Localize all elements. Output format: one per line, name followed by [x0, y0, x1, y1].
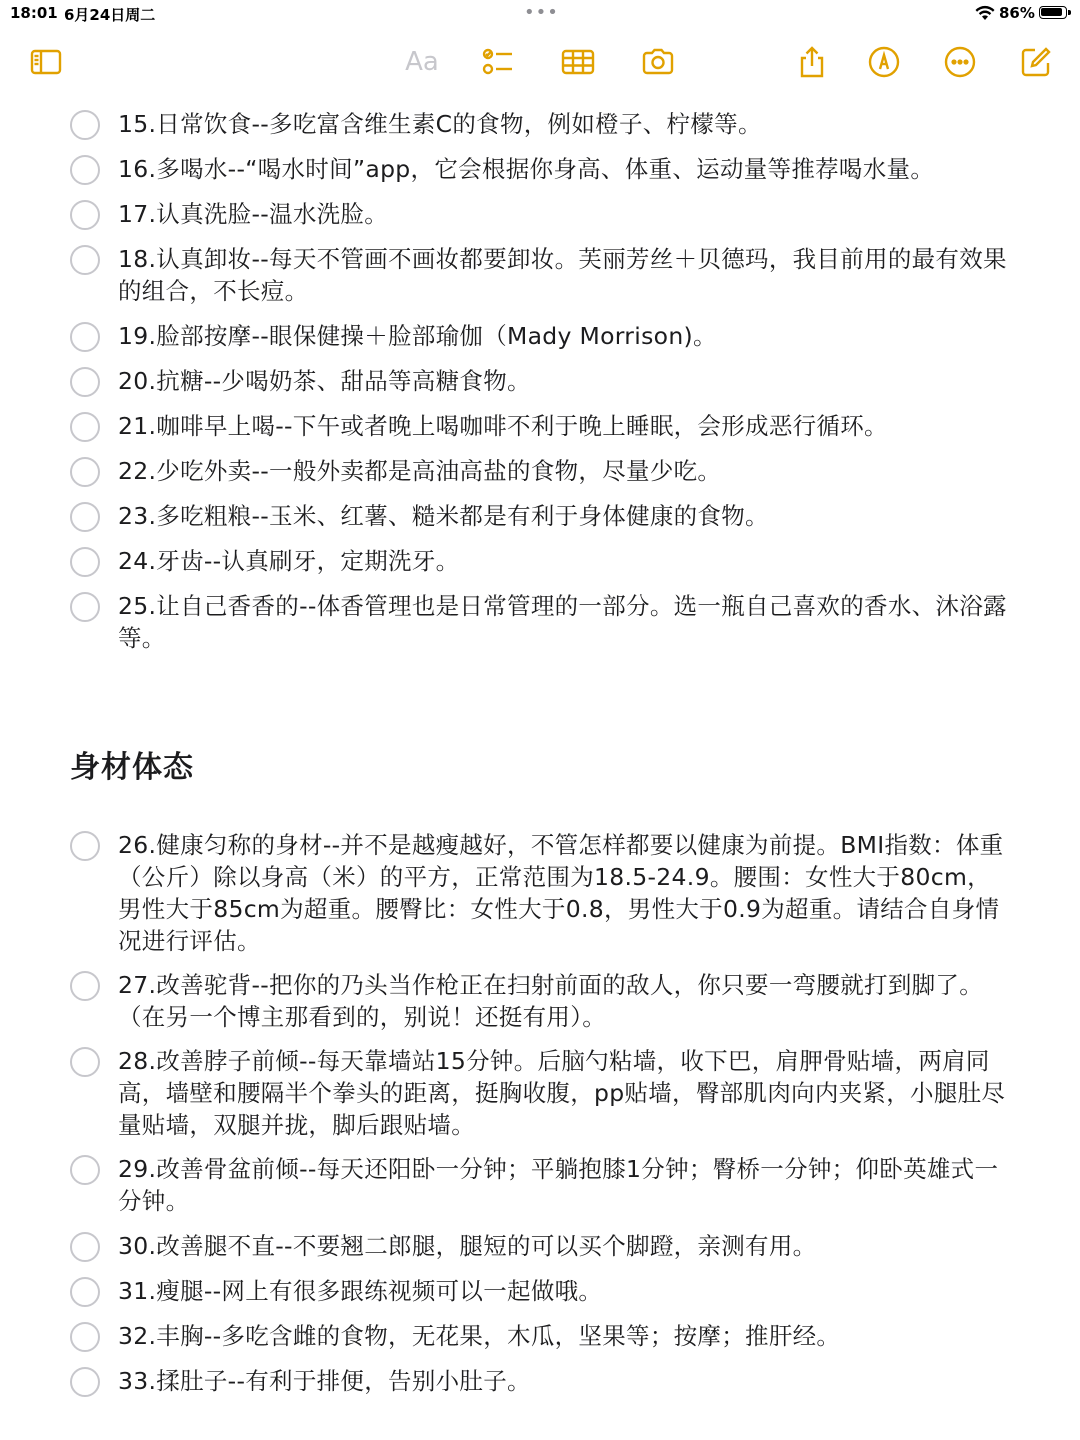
- checkbox-circle-icon[interactable]: [70, 1155, 100, 1185]
- checklist-item-text[interactable]: 17.认真洗脸--温水洗脸。: [118, 200, 389, 228]
- checkbox-circle-icon[interactable]: [70, 1232, 100, 1262]
- checkbox-circle-icon[interactable]: [70, 200, 100, 230]
- checklist-item-text[interactable]: 25.让自己香香的--体香管理也是日常管理的一部分。选一瓶自己喜欢的香水、沐浴露等。: [118, 592, 1007, 652]
- checkbox-circle-icon[interactable]: [70, 831, 100, 861]
- checkbox-circle-icon[interactable]: [70, 502, 100, 532]
- checklist-item-text[interactable]: 15.日常饮食--多吃富含维生素C的食物，例如橙子、柠檬等。: [118, 110, 762, 138]
- checkbox-circle-icon[interactable]: [70, 412, 100, 442]
- checkbox-circle-icon[interactable]: [70, 457, 100, 487]
- compose-icon: [1019, 45, 1053, 79]
- status-bar: [0, 0, 1080, 28]
- notes-toolbar: [0, 36, 1080, 88]
- checklist-item-text[interactable]: 32.丰胸--多吃含雌的食物，无花果，木瓜，坚果等；按摩；推肝经。: [118, 1322, 841, 1350]
- checkbox-circle-icon[interactable]: [70, 322, 100, 352]
- checklist-item-text[interactable]: 18.认真卸妆--每天不管画不画妆都要卸妆。芙丽芳丝＋贝德玛，我目前用的最有效果的组合，不长痘。: [118, 245, 1007, 305]
- wifi-icon: [975, 5, 995, 21]
- checkbox-circle-icon[interactable]: [70, 1322, 100, 1352]
- share-icon: [795, 45, 829, 79]
- checklist-item-text[interactable]: 27.改善驼背--把你的乃头当作枪正在扫射前面的敌人，你只要一弯腰就打到脚了。（在另一个博主那看到的，别说！还挺有用）。: [118, 971, 984, 1031]
- checklist-icon: [481, 45, 515, 79]
- checkbox-circle-icon[interactable]: [70, 367, 100, 397]
- checklist-item-text[interactable]: 23.多吃粗粮--玉米、红薯、糙米都是有利于身体健康的食物。: [118, 502, 769, 530]
- sidebar-toggle-button[interactable]: [28, 44, 64, 80]
- more-icon: [943, 45, 977, 79]
- status-time: 18:01: [10, 4, 58, 22]
- checkbox-circle-icon[interactable]: [70, 547, 100, 577]
- compose-button[interactable]: [1018, 44, 1054, 80]
- checkbox-circle-icon[interactable]: [70, 1367, 100, 1397]
- battery-icon: [1039, 6, 1067, 19]
- checkbox-circle-icon[interactable]: [70, 155, 100, 185]
- checkbox-circle-icon[interactable]: [70, 1277, 100, 1307]
- section-heading: 身材体态: [70, 750, 194, 785]
- battery-percent: 86%: [999, 4, 1035, 22]
- status-date: 6月24日周二: [64, 6, 156, 24]
- checklist-item-text[interactable]: 22.少吃外卖--一般外卖都是高油高盐的食物，尽量少吃。: [118, 457, 722, 485]
- checklist-item-text[interactable]: 29.改善骨盆前倾--每天还阳卧一分钟；平躺抱膝1分钟；臀桥一分钟；仰卧英雄式一分钟。: [118, 1155, 999, 1215]
- checkbox-circle-icon[interactable]: [70, 245, 100, 275]
- checkbox-circle-icon[interactable]: [70, 1047, 100, 1077]
- table-icon: [561, 45, 595, 79]
- checklist-item-text[interactable]: 24.牙齿--认真刷牙，定期洗牙。: [118, 547, 460, 575]
- camera-icon: [641, 45, 675, 79]
- markup-pen-icon: [867, 45, 901, 79]
- checklist-item-text[interactable]: 31.瘦腿--网上有很多跟练视频可以一起做哦。: [118, 1277, 603, 1305]
- share-button[interactable]: [794, 44, 830, 80]
- checklist-button[interactable]: [480, 44, 516, 80]
- checklist-item-text[interactable]: 19.脸部按摩--眼保健操＋脸部瑜伽（Mady Morrison)。: [118, 322, 717, 350]
- checklist-item-text[interactable]: 33.揉肚子--有利于排便，告别小肚子。: [118, 1367, 531, 1395]
- multitasking-dots-icon[interactable]: •••: [524, 2, 559, 23]
- camera-button[interactable]: [640, 44, 676, 80]
- checklist-item-text[interactable]: 28.改善脖子前倾--每天靠墙站15分钟。后脑勺粘墙，收下巴，肩胛骨贴墙，两肩同高，墙壁和腰隔半个拳头的距离，挺胸收腹，pp贴墙，臀部肌肉向内夹紧，小腿肚尽量贴墙，双腿并拢，脚后跟贴墙。: [118, 1047, 1006, 1139]
- sidebar-icon: [29, 45, 63, 79]
- checklist-item-text[interactable]: 30.改善腿不直--不要翘二郎腿，腿短的可以买个脚蹬，亲测有用。: [118, 1232, 817, 1260]
- markup-button[interactable]: [866, 44, 902, 80]
- checkbox-circle-icon[interactable]: [70, 110, 100, 140]
- format-button[interactable]: Aa: [405, 47, 439, 77]
- checkbox-circle-icon[interactable]: [70, 971, 100, 1001]
- checkbox-circle-icon[interactable]: [70, 592, 100, 622]
- battery-fill: [1041, 8, 1062, 16]
- table-button[interactable]: [560, 44, 596, 80]
- checklist-item-text[interactable]: 26.健康匀称的身材--并不是越瘦越好，不管怎样都要以健康为前提。BMI指数：体重（公斤）除以身高（米）的平方，正常范围为18.5-24.9。腰围：女性大于80cm，男性大于85cm为超重。腰臀比：女性大于0.8，男性大于0.9为超重。请结合自身情况进行评估。: [118, 831, 1004, 955]
- checklist-item-text[interactable]: 16.多喝水--“喝水时间”app，它会根据你身高、体重、运动量等推荐喝水量。: [118, 155, 935, 183]
- checklist-item-text[interactable]: 21.咖啡早上喝--下午或者晚上喝咖啡不利于晚上睡眠，会形成恶行循环。: [118, 412, 888, 440]
- checklist-item-text[interactable]: 20.抗糖--少喝奶茶、甜品等高糖食物。: [118, 367, 531, 395]
- more-options-button[interactable]: [942, 44, 978, 80]
